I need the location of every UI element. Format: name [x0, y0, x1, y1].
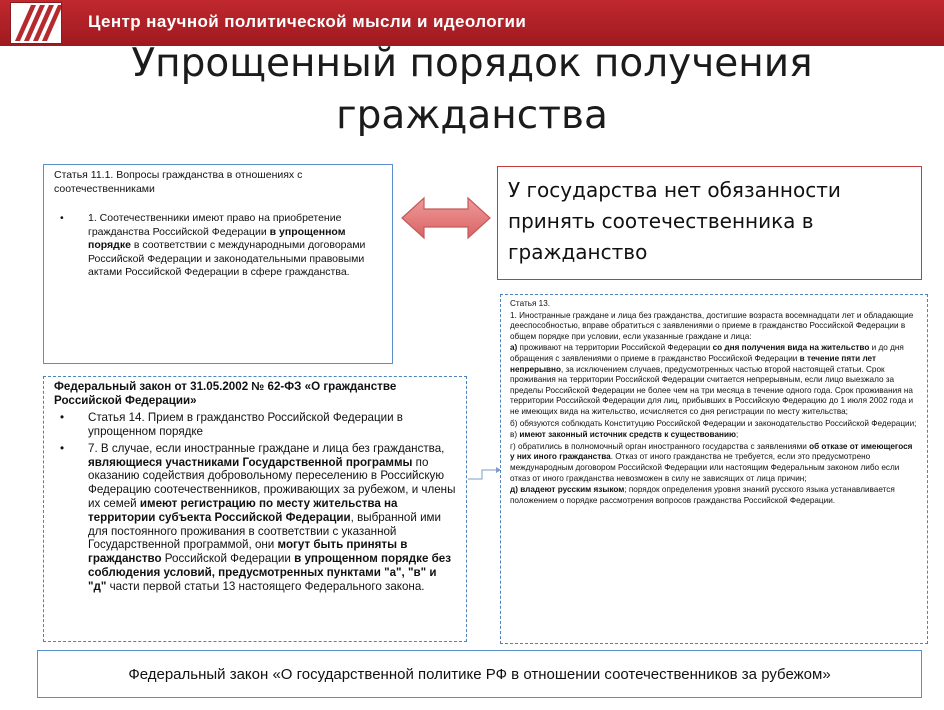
item-a-part: проживают на территории Российской Федерации [517, 343, 713, 353]
item-2-bold: являющиеся участниками Государственной программы [88, 455, 413, 469]
item-2-part: части первой статьи 13 настоящего Федерального закона. [106, 579, 425, 593]
title-line-2: гражданства [336, 93, 608, 138]
double-arrow-icon [400, 196, 492, 240]
federal-law-item-2 [54, 442, 456, 594]
article-11-text: 1. Соотечественники имеют право на приобретение гражданства Российской Федерации [88, 212, 342, 238]
item-d-part: ; порядок определения уровня знаний русского языка устанавливается положением о порядке рассмотрения вопросов гражданства Российской Федерации. [510, 485, 895, 505]
article-13-p1: 1. Иностранные граждане и лица без гражданства, достигшие возраста восемнадцати лет и обладающие дееспособностью, вправе обратиться с заявлениями о приеме в гражданство Российской Федерации в общем порядке при условии, если указанные граждане и лица: [510, 310, 914, 341]
article-11-text-end: в соответствии с международными договорами Российской Федерации и законодательными правовыми актами Российской Федерации в сфере гражданства. [88, 239, 366, 278]
federal-law-item-1 [54, 411, 456, 439]
item-g-part: г) обратились в полномочный орган иностранного государства с заявлениями [510, 441, 810, 451]
article-11-bold: в упрощенном порядке [88, 225, 346, 251]
item-2-part: Российской Федерации [161, 552, 295, 566]
article-11-box [43, 164, 393, 364]
federal-law-item-1-text: Статья 14. Прием в гражданство Российской Федерации в упрощенном порядке [88, 411, 403, 438]
item-a-part: и до дня обращения с заявлениями о приеме в гражданство Российской Федерации [510, 343, 904, 363]
item-v-part: в) [510, 430, 520, 440]
item-2-part: по оказанию содействия добровольному переселению в Российскую Федерацию соотечественников, проживающих за рубежом, и члены их семей [88, 455, 456, 510]
article-13-item-g [510, 442, 918, 484]
article-13-item-b: б) обязуются соблюдать Конституцию Российской Федерации и законодательство Российской Федерации; [510, 418, 917, 428]
item-2-part: , выбранной ими для постоянного проживания в соответствии с указанной Государственной программой, они [88, 510, 442, 552]
item-g-bold: об отказе от имеющегося у них иного гражданства [510, 441, 913, 462]
item-v-part: ; [736, 430, 739, 440]
article-13-item-d [510, 485, 918, 506]
federal-law-heading: Федеральный закон от 31.05.2002 № 62-ФЗ «О гражданстве Российской Федерации» [54, 380, 397, 407]
title-line-1: Упрощенный порядок получения [131, 41, 813, 86]
item-a-bold: в течение пяти лет непрерывно [510, 353, 877, 374]
no-obligation-text: У государства нет обязанности принять соотечественника в гражданство [508, 178, 841, 264]
item-2-bold: могут быть приняты в гражданство [88, 538, 408, 566]
bullet: • [60, 411, 65, 425]
bullet: • [60, 212, 64, 224]
footer-law-text: Федеральный закон «О государственной политике РФ в отношении соотечественников за рубежом» [128, 665, 831, 683]
item-2-bold: в упрощенном порядке без соблюдения условий, предусмотренных пунктами "а", "в" и "д" [88, 552, 451, 593]
item-a-part: , за исключением случаев, предусмотренных частью второй настоящей статьи. Срок проживания на территории Российской Федерации считается непрерывным, если лицо выезжало за пределы Российской Федерации не более чем на три месяца в течение одного года. Срок проживания на территории Российской Федерации для лиц, прибывших в Российскую Федерацию до 1 июля 2002 года и не имеющих вида на жительство, исчисляется со дня регистрации по месту жительства; [510, 364, 914, 416]
no-obligation-box [497, 166, 922, 280]
item-2-bold: имеют регистрацию по месту жительства на территории субъекта Российской Федерации [88, 496, 398, 524]
article-11-heading: Статья 11.1. Вопросы гражданства в отношениях с соотечественниками [54, 169, 303, 195]
federal-law-box [43, 376, 467, 642]
page-title [0, 38, 944, 142]
item-v-bold: имеют законный источник средств к существованию [519, 430, 737, 440]
item-d-bold: владеют русским языком [520, 485, 625, 495]
article-11-item [54, 212, 382, 280]
item-d-label: д) [510, 485, 521, 495]
item-a-bold: со дня получения вида на жительство [712, 343, 870, 353]
bullet: • [60, 441, 65, 455]
article-13-box [500, 294, 928, 644]
footer-law-box [37, 650, 922, 698]
article-13-item-a [510, 343, 918, 417]
item-a-label: а) [510, 343, 518, 353]
org-name: Центр научной политической мысли и идеологии [88, 12, 527, 31]
article-13-item-v [510, 430, 918, 441]
item-g-part: . Отказ от иного гражданства не требуется, если это предусмотрено международным договором Российской Федерации или настоящим Федеральным законом либо если отказ от иного гражданства невозможен в силу не зависящих от лица причин; [510, 452, 900, 483]
item-2-part: 7. В случае, если иностранные граждане и лица без гражданства, [88, 441, 445, 455]
connector-line [468, 458, 502, 480]
article-13-heading: Статья 13. [510, 299, 551, 308]
